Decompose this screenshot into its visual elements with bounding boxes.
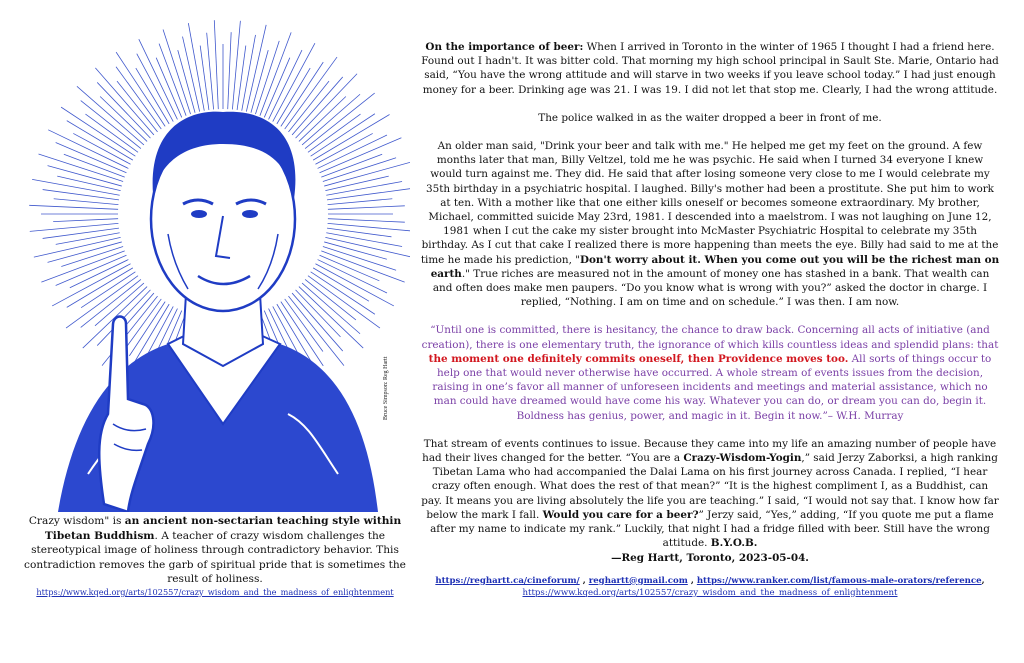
- ranker-link[interactable]: https://www.ranker.com/list/famous-male-orators/reference: [696, 575, 982, 586]
- paragraph-text: That stream of events continues to issue. Because they came into my life an amazing number of people have had their lives changed for the better. “You are a: [422, 437, 997, 465]
- halo-ray: [296, 74, 358, 138]
- caption-text: Crazy wisdom" is: [28, 515, 125, 527]
- essay-column: [420, 40, 1000, 599]
- halo-ray: [313, 114, 389, 160]
- halo-ray: [200, 46, 209, 110]
- halo-ray: [183, 37, 200, 112]
- halo-ray: [159, 44, 186, 116]
- footer-links: [420, 575, 1000, 599]
- paragraph-text: ” Jerzy said, “Yes,” adding, “If you quote me put a flame after my name to indicate my rank.” Luckily, that night I had a fridge filled with beer. Still have the wrong attitude.: [430, 508, 994, 550]
- quote-emphasis: the moment one definitely commits oneself, then Providence moves too.: [428, 352, 849, 365]
- halo-ray: [56, 233, 120, 245]
- halo-ray: [53, 219, 118, 222]
- halo-ray: [54, 199, 119, 205]
- halo-ray: [207, 33, 214, 110]
- halo-ray: [315, 133, 372, 164]
- halo-ray: [73, 133, 130, 164]
- halo-ray: [41, 251, 124, 282]
- cineforum-link[interactable]: https://reghartt.ca/cineforum/: [435, 575, 580, 586]
- halo-ray: [70, 260, 129, 288]
- paragraph-billy: [420, 139, 1000, 309]
- paragraph-text: ,” said Jerzy Zaborksi, a high ranking Tibetan Lama who had accompanied the Dalai Lama on his first journey across Canada. I replied, “I hear crazy often enough. What does the rest of that mean?” “It is the highest compliment I, as a Buddhist, can pay. It means you are living absolutely the life you are teaching.” I said, “I would not say that. I know how far below the mark I fall.: [421, 452, 999, 521]
- halo-ray: [81, 101, 141, 149]
- halo-ray: [318, 260, 387, 293]
- halo-ray: [38, 154, 123, 182]
- halo-ray: [269, 50, 302, 119]
- illustration-credit: Bruce Simpson: Reg Hartt: [383, 356, 389, 420]
- halo-ray: [116, 67, 161, 129]
- halo-ray: [81, 272, 135, 308]
- kqed-link[interactable]: https://www.kqed.org/arts/102557/crazy_wisdom_and_the_madness_of_enlightenment: [36, 586, 394, 597]
- halo-ray: [260, 32, 291, 115]
- halo-ray: [56, 255, 127, 285]
- halo-ray: [139, 39, 178, 119]
- halo-ray: [321, 154, 382, 177]
- halo-ray: [242, 35, 256, 111]
- paragraph-text: When I arrived in Toronto in the winter of 1965 I thought I had a friend here. Found out I hadn't. It was bitter cold. That morning my high school principal in Sault Ste. Marie, Ontario had said, “You have the wrong attitude and will starve in two weeks if you leave school today.” I had just enough money for a beer. Drinking age was 21. I was 19. I did not let that stop me. Clearly, I had the wrong attitude.: [421, 41, 999, 96]
- quote-text: “Until one is committed, there is hesitancy, the chance to draw back. Concerning all acts of initiative (and creation), there is one elementary truth, the ignorance of which kills countless ideas and splendid plans: that: [421, 324, 999, 351]
- separator: ,: [981, 575, 985, 586]
- halo-ray: [228, 32, 231, 109]
- yogin-bold: Crazy-Wisdom-Yogin: [683, 452, 802, 465]
- halo-ray: [328, 199, 393, 205]
- halo-ray: [328, 219, 405, 222]
- caption-text-continued: . A teacher of crazy wisdom challenges the stereotypical image of holiness through contradictory behavior. This contradiction removes the garb of spiritual pride that is sometimes the result of holiness.: [24, 529, 406, 586]
- portrait-illustration: [18, 4, 410, 512]
- crazy-wisdom-caption: [18, 514, 412, 598]
- signature: —Reg Hartt, Toronto, 2023-05-04.: [611, 551, 809, 564]
- email-link[interactable]: reghartt@gmail.com: [588, 575, 688, 586]
- halo-ray: [318, 135, 387, 168]
- paragraph-police: The police walked in as the waiter dropped a beer in front of me.: [538, 111, 882, 124]
- halo-ray: [61, 246, 123, 266]
- paragraph-text: ." True riches are measured not in the amount of money one has stashed in a bank. That wealth can and often does make men paupers. “Do you know what is wrong with you?” asked the doctor in charge. I replied, “Nothing. I am on time and on schedule.” I was then. I am now.: [432, 267, 990, 309]
- halo-ray: [299, 287, 363, 349]
- quote-text: All sorts of things occur to help one that would never otherwise have occurred. A whole stream of events issues from the decision, raising in one’s favor all manner of unforeseen incidents and meetings and material assistance, which no man could have dreamed would have come his way. Whatever you can do, or dream you can do, begin it. Boldness has genius, power, and magic in it. Begin it now.”– W.H. Murray: [432, 352, 992, 422]
- halo-ray: [29, 205, 118, 209]
- halo-ray: [326, 233, 402, 247]
- paragraph-text: An older man said, "Drink your beer and talk with me." He helped me get my feet on the ground. A few months later that man, Billy Veltzel, told me he was psychic. He said when I turned 34 everyone I knew would turn against me. They did. He said that after losing someone very close to me I would celebrate my 35th birthday in a psychiatric hospital. I laughed. Billy's mother had been a prostitute. She put him to work at ten. With a mother like that one either kills oneself or becomes someone extraordinary. My brother, Michael, committed suicide May 23rd, 1981. I descended into a maelstrom. I was not laughing on June 12, 1981 when I cut the cake my sister brought into McMaster Psychiatric Hospital to celebrate my 35th birthday. As I cut that cake I realized there is more happening than meets the eye. Billy had said to me at the time he made his prediction, ": [420, 140, 999, 266]
- separator: ,: [687, 575, 697, 586]
- halo-ray: [327, 188, 410, 200]
- halo-ray: [237, 46, 246, 110]
- halo-ray: [97, 82, 150, 138]
- separator: ,: [579, 575, 589, 586]
- kqed-footer-link[interactable]: https://www.kqed.org/arts/102557/crazy_wisdom_and_the_madness_of_enlightenment: [522, 587, 898, 598]
- caption-bold-text: an ancient non-sectarian teaching style within Tibetan Buddhism: [44, 515, 402, 542]
- paragraph-yogin: [420, 437, 1000, 565]
- halo-ray: [326, 182, 402, 196]
- halo-ray: [321, 251, 404, 282]
- halo-ray: [43, 190, 119, 200]
- byob-bold: B.Y.O.B.: [710, 537, 758, 550]
- halo-ray: [43, 228, 119, 238]
- murray-quote: [420, 323, 1000, 422]
- halo-ray: [48, 130, 128, 169]
- prediction-bold: Don't worry about it. When you come out you will be the richest man on earth: [430, 253, 1000, 280]
- halo-ray: [214, 20, 218, 109]
- paragraph-beer: [420, 40, 1000, 97]
- paragraph-heading: On the importance of beer:: [425, 41, 584, 53]
- halo-ray: [56, 142, 127, 172]
- halo-ray: [81, 279, 141, 327]
- halo-ray: [328, 206, 405, 209]
- halo-ray: [327, 228, 391, 237]
- halo-ray: [64, 154, 125, 177]
- halo-ray: [163, 29, 191, 114]
- beer-question-bold: Would you care for a beer?: [542, 508, 699, 521]
